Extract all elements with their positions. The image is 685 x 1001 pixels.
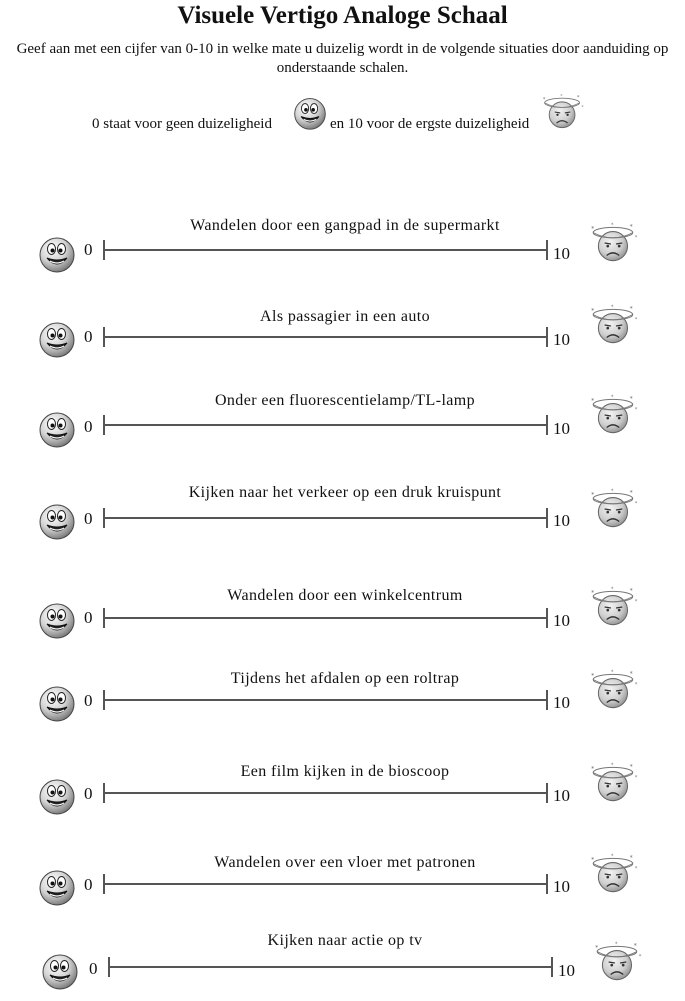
happy-face-icon: [37, 683, 77, 723]
scale-max-label: 10: [553, 611, 570, 630]
scale-end-tick: [546, 783, 548, 803]
scale-min-label: 0: [89, 959, 98, 978]
happy-face-icon: [37, 867, 77, 907]
scale-question: Wandelen door een gangpad in de supermarkt: [190, 217, 500, 234]
happy-face-icon: [40, 951, 80, 991]
scale-question: Wandelen over een vloer met patronen: [214, 854, 476, 871]
dizzy-face-icon: [592, 941, 644, 983]
scale-end-tick: [546, 508, 548, 528]
dizzy-face-icon: [588, 853, 640, 895]
happy-face-icon: [37, 600, 77, 640]
scale-max-label: 10: [553, 877, 570, 896]
dizzy-face-icon: [588, 222, 640, 264]
scale-max-label: 10: [553, 419, 570, 438]
scale-item-3: [0, 391, 685, 461]
scale-max-label: 10: [553, 693, 570, 712]
scale-min-label: 0: [84, 875, 93, 894]
scale-question: Wandelen door een winkelcentrum: [227, 587, 463, 604]
scale-question: Als passagier in een auto: [260, 308, 430, 325]
happy-face-icon: [37, 501, 77, 541]
scale-end-tick: [546, 690, 548, 710]
scale-min-label: 0: [84, 691, 93, 710]
scale-end-tick: [551, 957, 553, 977]
page-title: Visuele Vertigo Analoge Schaal: [177, 2, 508, 29]
rating-scale-line[interactable]: [104, 517, 548, 519]
scale-min-label: 0: [84, 327, 93, 346]
scale-item-5: [0, 586, 685, 656]
dizzy-face-icon: [588, 394, 640, 436]
dizzy-face-icon: [588, 762, 640, 804]
rating-scale-line[interactable]: [104, 249, 548, 251]
scale-item-8: [0, 853, 685, 923]
scale-item-2: [0, 307, 685, 377]
dizzy-face-icon: [588, 488, 640, 530]
dizzy-face-icon: [588, 304, 640, 346]
scale-question: Tijdens het afdalen op een roltrap: [230, 670, 460, 687]
scale-end-tick: [546, 327, 548, 347]
scale-question: Onder een fluorescentielamp/TL-lamp: [214, 392, 476, 409]
legend-zero-text: 0 staat voor geen duizeligheid: [92, 116, 272, 132]
happy-face-icon: [37, 409, 77, 449]
scale-question: Kijken naar actie op tv: [267, 932, 423, 949]
scale-max-label: 10: [553, 244, 570, 263]
scale-max-label: 10: [558, 961, 575, 980]
rating-scale-line[interactable]: [104, 883, 548, 885]
legend: [0, 95, 685, 135]
dizzy-face-icon: [540, 93, 586, 131]
scale-max-label: 10: [553, 511, 570, 530]
scale-question: Een film kijken in de bioscoop: [240, 763, 450, 780]
scale-item-1: [0, 216, 685, 286]
dizzy-face-icon: [588, 669, 640, 711]
legend-ten-text: en 10 voor de ergste duizeligheid: [330, 116, 530, 132]
scale-item-6: [0, 669, 685, 739]
rating-scale-line[interactable]: [104, 792, 548, 794]
scale-item-4: [0, 483, 685, 553]
scale-end-tick: [546, 415, 548, 435]
scale-max-label: 10: [553, 786, 570, 805]
scale-max-label: 10: [553, 330, 570, 349]
rating-scale-line[interactable]: [104, 424, 548, 426]
scale-end-tick: [546, 240, 548, 260]
scale-min-label: 0: [84, 417, 93, 436]
scale-min-label: 0: [84, 509, 93, 528]
rating-scale-line[interactable]: [109, 966, 553, 968]
scale-end-tick: [546, 608, 548, 628]
scale-item-9: [0, 931, 685, 1001]
dizzy-face-icon: [588, 586, 640, 628]
rating-scale-line[interactable]: [104, 336, 548, 338]
instructions-text: Geef aan met een cijfer van 0-10 in welke mate u duizelig wordt in de volgende situaties door aanduiding op onderstaande schalen.: [16, 41, 669, 76]
happy-face-icon: [292, 95, 328, 131]
happy-face-icon: [37, 776, 77, 816]
scale-item-7: [0, 762, 685, 832]
scale-end-tick: [546, 874, 548, 894]
scale-min-label: 0: [84, 784, 93, 803]
happy-face-icon: [37, 234, 77, 274]
scale-min-label: 0: [84, 608, 93, 627]
scale-min-label: 0: [84, 240, 93, 259]
rating-scale-line[interactable]: [104, 699, 548, 701]
happy-face-icon: [37, 319, 77, 359]
rating-scale-line[interactable]: [104, 617, 548, 619]
scale-question: Kijken naar het verkeer op een druk kruispunt: [188, 484, 502, 501]
